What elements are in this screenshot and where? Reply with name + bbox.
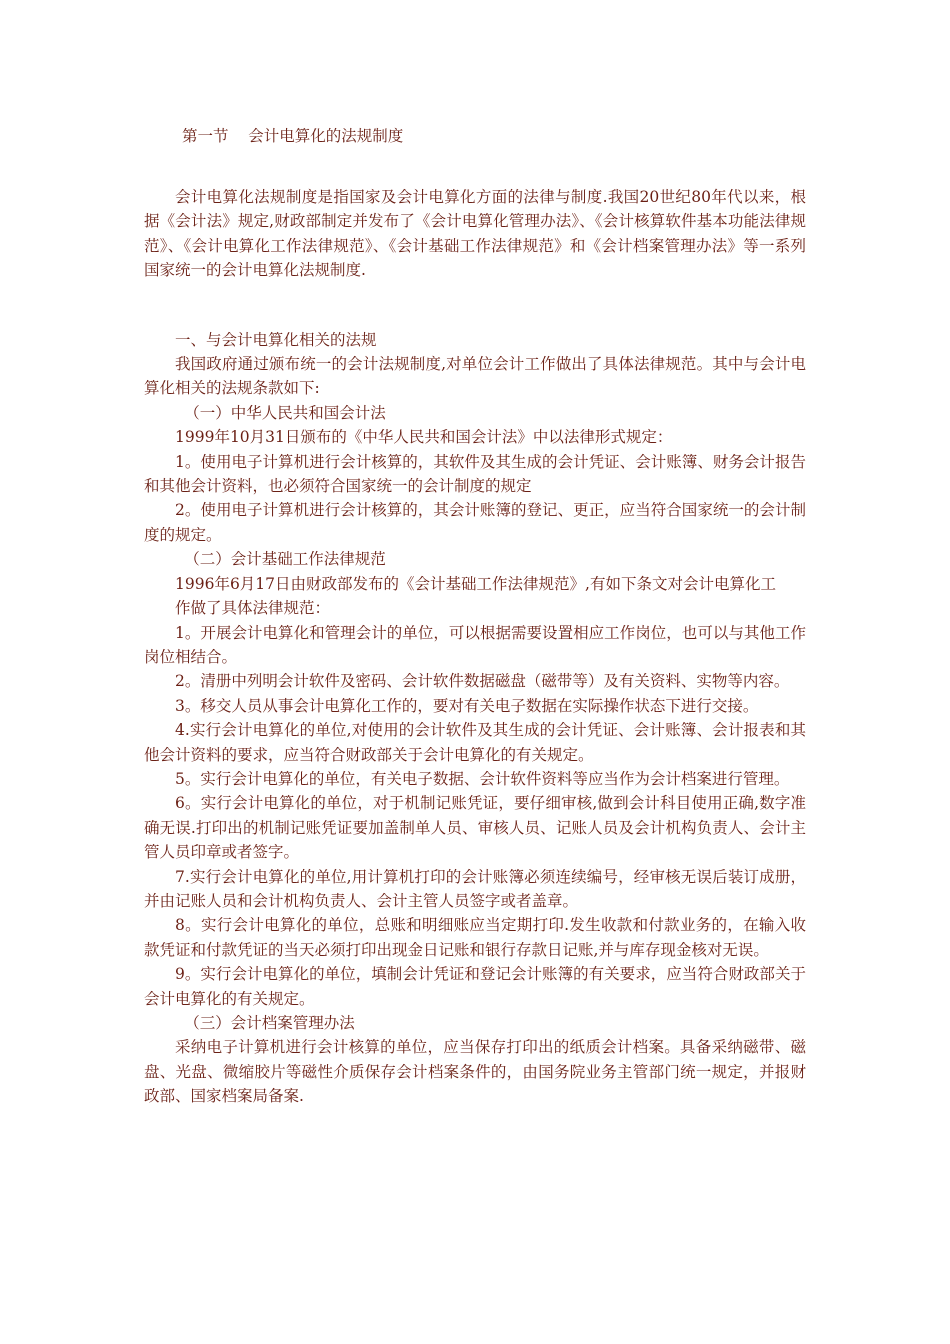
paragraph-gap: [144, 283, 806, 328]
part2-intro: 1996年6月17日由财政部发布的《会计基础工作法律规范》,有如下条文对会计电算化工: [175, 574, 776, 593]
part2-heading: （二）会计基础工作法律规范: [184, 550, 386, 569]
part2-item: 2。清册中列明会计软件及密码、会计软件数据磁盘（磁带等）及有关资料、实物等内容。: [175, 672, 790, 691]
part2-item: 7.实行会计电算化的单位,用计算机打印的会计账簿必须连续编号，经审核无误后装订成册，并由记账人员和会计机构负责人、会计主管人员签字或者盖章。: [144, 867, 806, 910]
part2-item: 8。实行会计电算化的单位，总账和明细账应当定期打印.发生收款和付款业务的，在输入收款凭证和付款凭证的当天必须打印出现金日记账和银行存款日记账,并与库存现金核对无误。: [144, 916, 806, 959]
section1-intro: 我国政府通过颁布统一的会计法规制度,对单位会计工作做出了具体法律规范。其中与会计电算化相关的法规条款如下:: [144, 355, 806, 398]
part1-heading: （一）中华人民共和国会计法: [184, 403, 386, 422]
part2-item: 4.实行会计电算化的单位,对使用的会计软件及其生成的会计凭证、会计账簿、会计报表和其他会计资料的要求，应当符合财政部关于会计电算化的有关规定。: [144, 721, 806, 764]
part2-item: 6。实行会计电算化的单位，对于机制记账凭证，要仔细审核,做到会计科目使用正确,数字准确无误.打印出的机制记账凭证要加盖制单人员、审核人员、记账人员及会计机构负责人、会计主管人员印章或者签字。: [144, 794, 806, 862]
part3-text: 采纳电子计算机进行会计核算的单位，应当保存打印出的纸质会计档案。具备采纳磁带、磁盘、光盘、微缩胶片等磁性介质保存会计档案条件的，由国务院业务主管部门统一规定，并报财政部、国家档案局备案.: [144, 1038, 806, 1106]
part1-item: 2。使用电子计算机进行会计核算的，其会计账簿的登记、更正，应当符合国家统一的会计制度的规定。: [144, 501, 806, 544]
part2-intro-cont: 作做了具体法律规范：: [175, 599, 331, 618]
document-body: [144, 185, 806, 1109]
part3-heading: （三）会计档案管理办法: [184, 1014, 355, 1032]
part1-intro: 1999年10月31日颁布的《中华人民共和国会计法》中以法律形式规定：: [175, 428, 673, 447]
part2-item: 3。移交人员从事会计电算化工作的，要对有关电子数据在实际操作状态下进行交接。: [175, 696, 759, 715]
part2-item: 5。实行会计电算化的单位，有关电子数据、会计软件资料等应当作为会计档案进行管理。: [175, 769, 790, 788]
section1-heading: 一、与会计电算化相关的法规: [175, 330, 377, 349]
section-title: 第一节 会计电算化的法规制度: [182, 127, 404, 145]
part2-item: 1。开展会计电算化和管理会计的单位，可以根据需要设置相应工作岗位，也可以与其他工作岗位相结合。: [144, 623, 806, 666]
part1-item: 1。使用电子计算机进行会计核算的，其软件及其生成的会计凭证、会计账簿、财务会计报告和其他会计资料，也必须符合国家统一的会计制度的规定: [144, 452, 806, 496]
intro-paragraph: 会计电算化法规制度是指国家及会计电算化方面的法律与制度.我国20世纪80年代以来，根据《会计法》规定,财政部制定并发布了《会计电算化管理办法》、《会计核算软件基本功能法律规范》、《会计电算化工作法律规范》、《会计基础工作法律规范》和《会计档案管理办法》等一系列国家统一的会计电算化法规制度.: [144, 188, 806, 280]
part2-item: 9。实行会计电算化的单位，填制会计凭证和登记会计账簿的有关要求，应当符合财政部关于会计电算化的有关规定。: [144, 965, 806, 1008]
